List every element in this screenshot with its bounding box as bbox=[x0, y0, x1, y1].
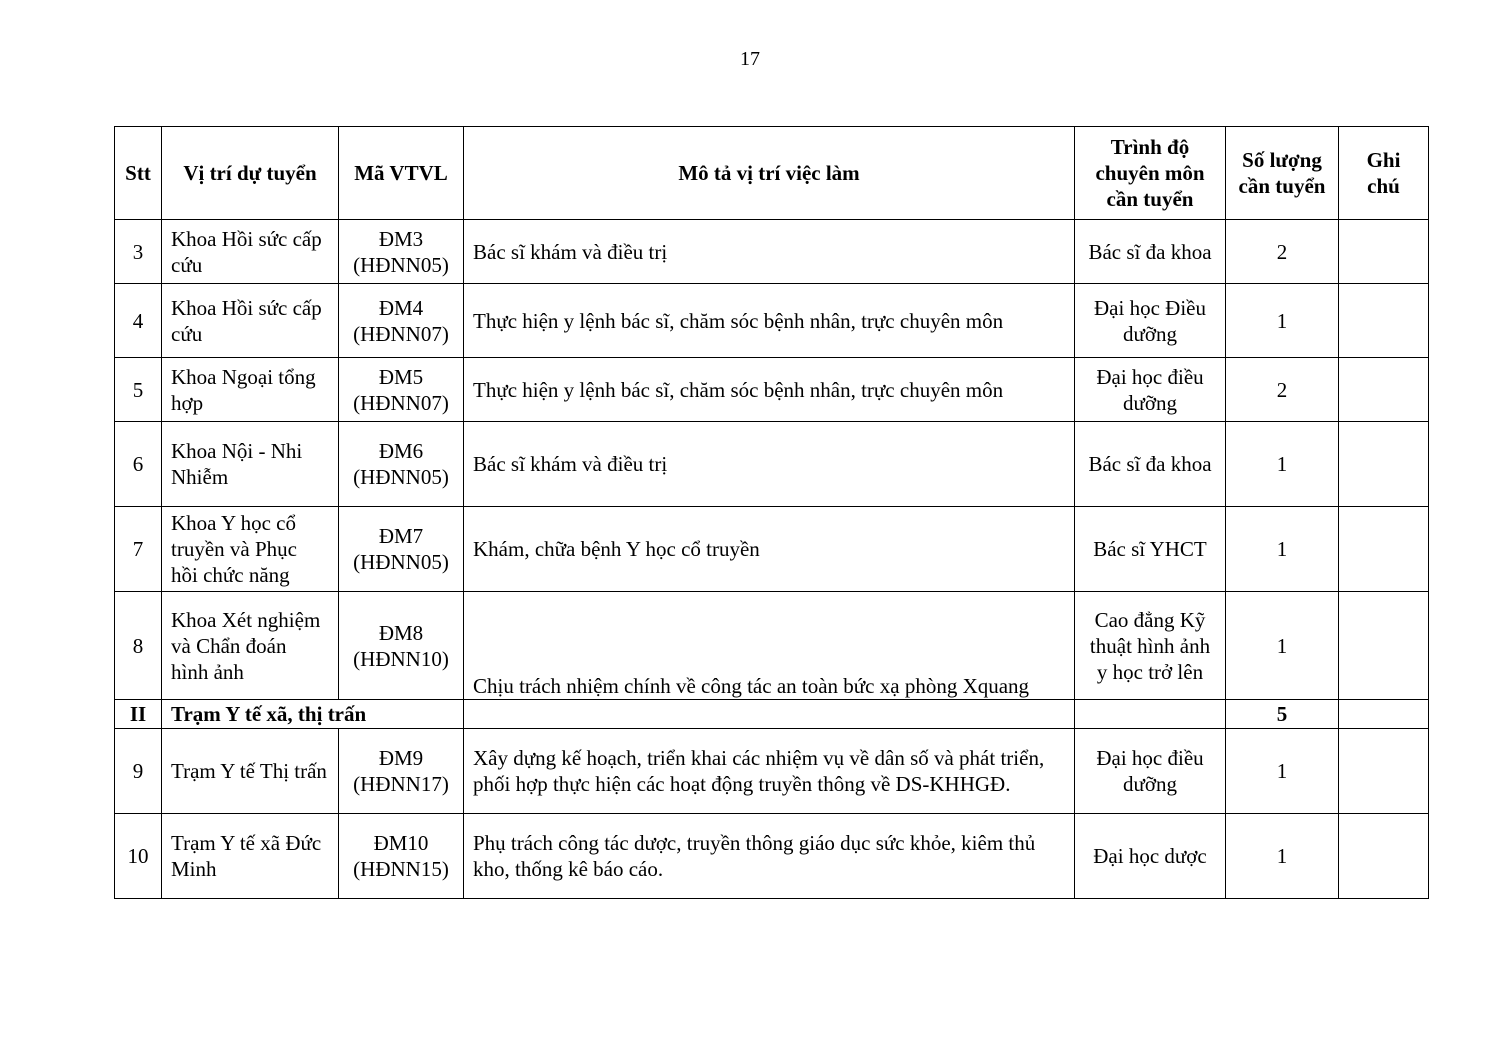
cell-quantity: 1 bbox=[1226, 729, 1339, 814]
header-note: Ghi chú bbox=[1339, 127, 1429, 220]
section-qualification bbox=[1075, 700, 1226, 729]
section-note bbox=[1339, 700, 1429, 729]
cell-note bbox=[1339, 814, 1429, 899]
header-description: Mô tả vị trí việc làm bbox=[464, 127, 1075, 220]
header-qualification: Trình độ chuyên môn cần tuyển bbox=[1075, 127, 1226, 220]
cell-position: Trạm Y tế xã Đức Minh bbox=[162, 814, 339, 899]
section-stt: II bbox=[115, 700, 162, 729]
cell-code: ĐM9 (HĐNN17) bbox=[339, 729, 464, 814]
cell-description: Khám, chữa bệnh Y học cổ truyền bbox=[464, 507, 1075, 592]
cell-qualification: Bác sĩ đa khoa bbox=[1075, 220, 1226, 284]
cell-stt: 3 bbox=[115, 220, 162, 284]
cell-quantity: 2 bbox=[1226, 220, 1339, 284]
header-quantity: Số lượng cần tuyển bbox=[1226, 127, 1339, 220]
cell-code: ĐM7 (HĐNN05) bbox=[339, 507, 464, 592]
cell-qualification: Đại học dược bbox=[1075, 814, 1226, 899]
table-header-row bbox=[115, 127, 1429, 220]
cell-quantity: 2 bbox=[1226, 358, 1339, 422]
cell-code: ĐM10 (HĐNN15) bbox=[339, 814, 464, 899]
cell-stt: 8 bbox=[115, 592, 162, 700]
cell-position: Khoa Hồi sức cấp cứu bbox=[162, 284, 339, 358]
cell-code: ĐM5 (HĐNN07) bbox=[339, 358, 464, 422]
cell-description: Xây dựng kế hoạch, triển khai các nhiệm vụ về dân số và phát triển, phối hợp thực hiện các hoạt động truyền thông về DS-KHHGĐ. bbox=[464, 729, 1075, 814]
cell-stt: 7 bbox=[115, 507, 162, 592]
cell-qualification: Bác sĩ YHCT bbox=[1075, 507, 1226, 592]
cell-code: ĐM6 (HĐNN05) bbox=[339, 422, 464, 507]
cell-qualification: Đại học điều dưỡng bbox=[1075, 358, 1226, 422]
cell-position: Khoa Hồi sức cấp cứu bbox=[162, 220, 339, 284]
page-number: 17 bbox=[740, 48, 760, 70]
cell-note bbox=[1339, 729, 1429, 814]
cell-description: Bác sĩ khám và điều trị bbox=[464, 220, 1075, 284]
recruitment-table bbox=[114, 126, 1429, 899]
cell-description: Phụ trách công tác dược, truyền thông giáo dục sức khỏe, kiêm thủ kho, thống kê báo cáo. bbox=[464, 814, 1075, 899]
cell-description: Chịu trách nhiệm chính về công tác an toàn bức xạ phòng Xquang bbox=[464, 592, 1075, 700]
cell-stt: 6 bbox=[115, 422, 162, 507]
cell-note bbox=[1339, 592, 1429, 700]
section-row bbox=[115, 700, 1429, 729]
cell-position: Khoa Y học cổ truyền và Phục hồi chức năng bbox=[162, 507, 339, 592]
table-row bbox=[115, 729, 1429, 814]
cell-code: ĐM8 (HĐNN10) bbox=[339, 592, 464, 700]
section-quantity: 5 bbox=[1226, 700, 1339, 729]
table-row bbox=[115, 592, 1429, 700]
cell-stt: 5 bbox=[115, 358, 162, 422]
cell-code: ĐM4 (HĐNN07) bbox=[339, 284, 464, 358]
cell-description: Thực hiện y lệnh bác sĩ, chăm sóc bệnh nhân, trực chuyên môn bbox=[464, 358, 1075, 422]
cell-description: Thực hiện y lệnh bác sĩ, chăm sóc bệnh nhân, trực chuyên môn bbox=[464, 284, 1075, 358]
cell-description: Bác sĩ khám và điều trị bbox=[464, 422, 1075, 507]
cell-quantity: 1 bbox=[1226, 284, 1339, 358]
table-row bbox=[115, 507, 1429, 592]
cell-quantity: 1 bbox=[1226, 814, 1339, 899]
cell-note bbox=[1339, 507, 1429, 592]
cell-note bbox=[1339, 358, 1429, 422]
cell-note bbox=[1339, 422, 1429, 507]
cell-position: Trạm Y tế Thị trấn bbox=[162, 729, 339, 814]
cell-position: Khoa Ngoại tổng hợp bbox=[162, 358, 339, 422]
table-row bbox=[115, 422, 1429, 507]
cell-stt: 10 bbox=[115, 814, 162, 899]
cell-quantity: 1 bbox=[1226, 422, 1339, 507]
cell-note bbox=[1339, 220, 1429, 284]
header-code: Mã VTVL bbox=[339, 127, 464, 220]
table-row bbox=[115, 220, 1429, 284]
cell-qualification: Đại học điều dưỡng bbox=[1075, 729, 1226, 814]
table-row bbox=[115, 358, 1429, 422]
header-stt: Stt bbox=[115, 127, 162, 220]
section-description bbox=[464, 700, 1075, 729]
cell-qualification: Đại học Điều dưỡng bbox=[1075, 284, 1226, 358]
cell-quantity: 1 bbox=[1226, 507, 1339, 592]
cell-note bbox=[1339, 284, 1429, 358]
cell-quantity: 1 bbox=[1226, 592, 1339, 700]
cell-qualification: Bác sĩ đa khoa bbox=[1075, 422, 1226, 507]
table-row bbox=[115, 814, 1429, 899]
header-position: Vị trí dự tuyển bbox=[162, 127, 339, 220]
cell-stt: 9 bbox=[115, 729, 162, 814]
section-title: Trạm Y tế xã, thị trấn bbox=[162, 700, 464, 729]
cell-position: Khoa Xét nghiệm và Chẩn đoán hình ảnh bbox=[162, 592, 339, 700]
cell-code: ĐM3 (HĐNN05) bbox=[339, 220, 464, 284]
table-row bbox=[115, 284, 1429, 358]
cell-qualification: Cao đẳng Kỹ thuật hình ảnh y học trở lên bbox=[1075, 592, 1226, 700]
cell-stt: 4 bbox=[115, 284, 162, 358]
cell-position: Khoa Nội - Nhi Nhiễm bbox=[162, 422, 339, 507]
